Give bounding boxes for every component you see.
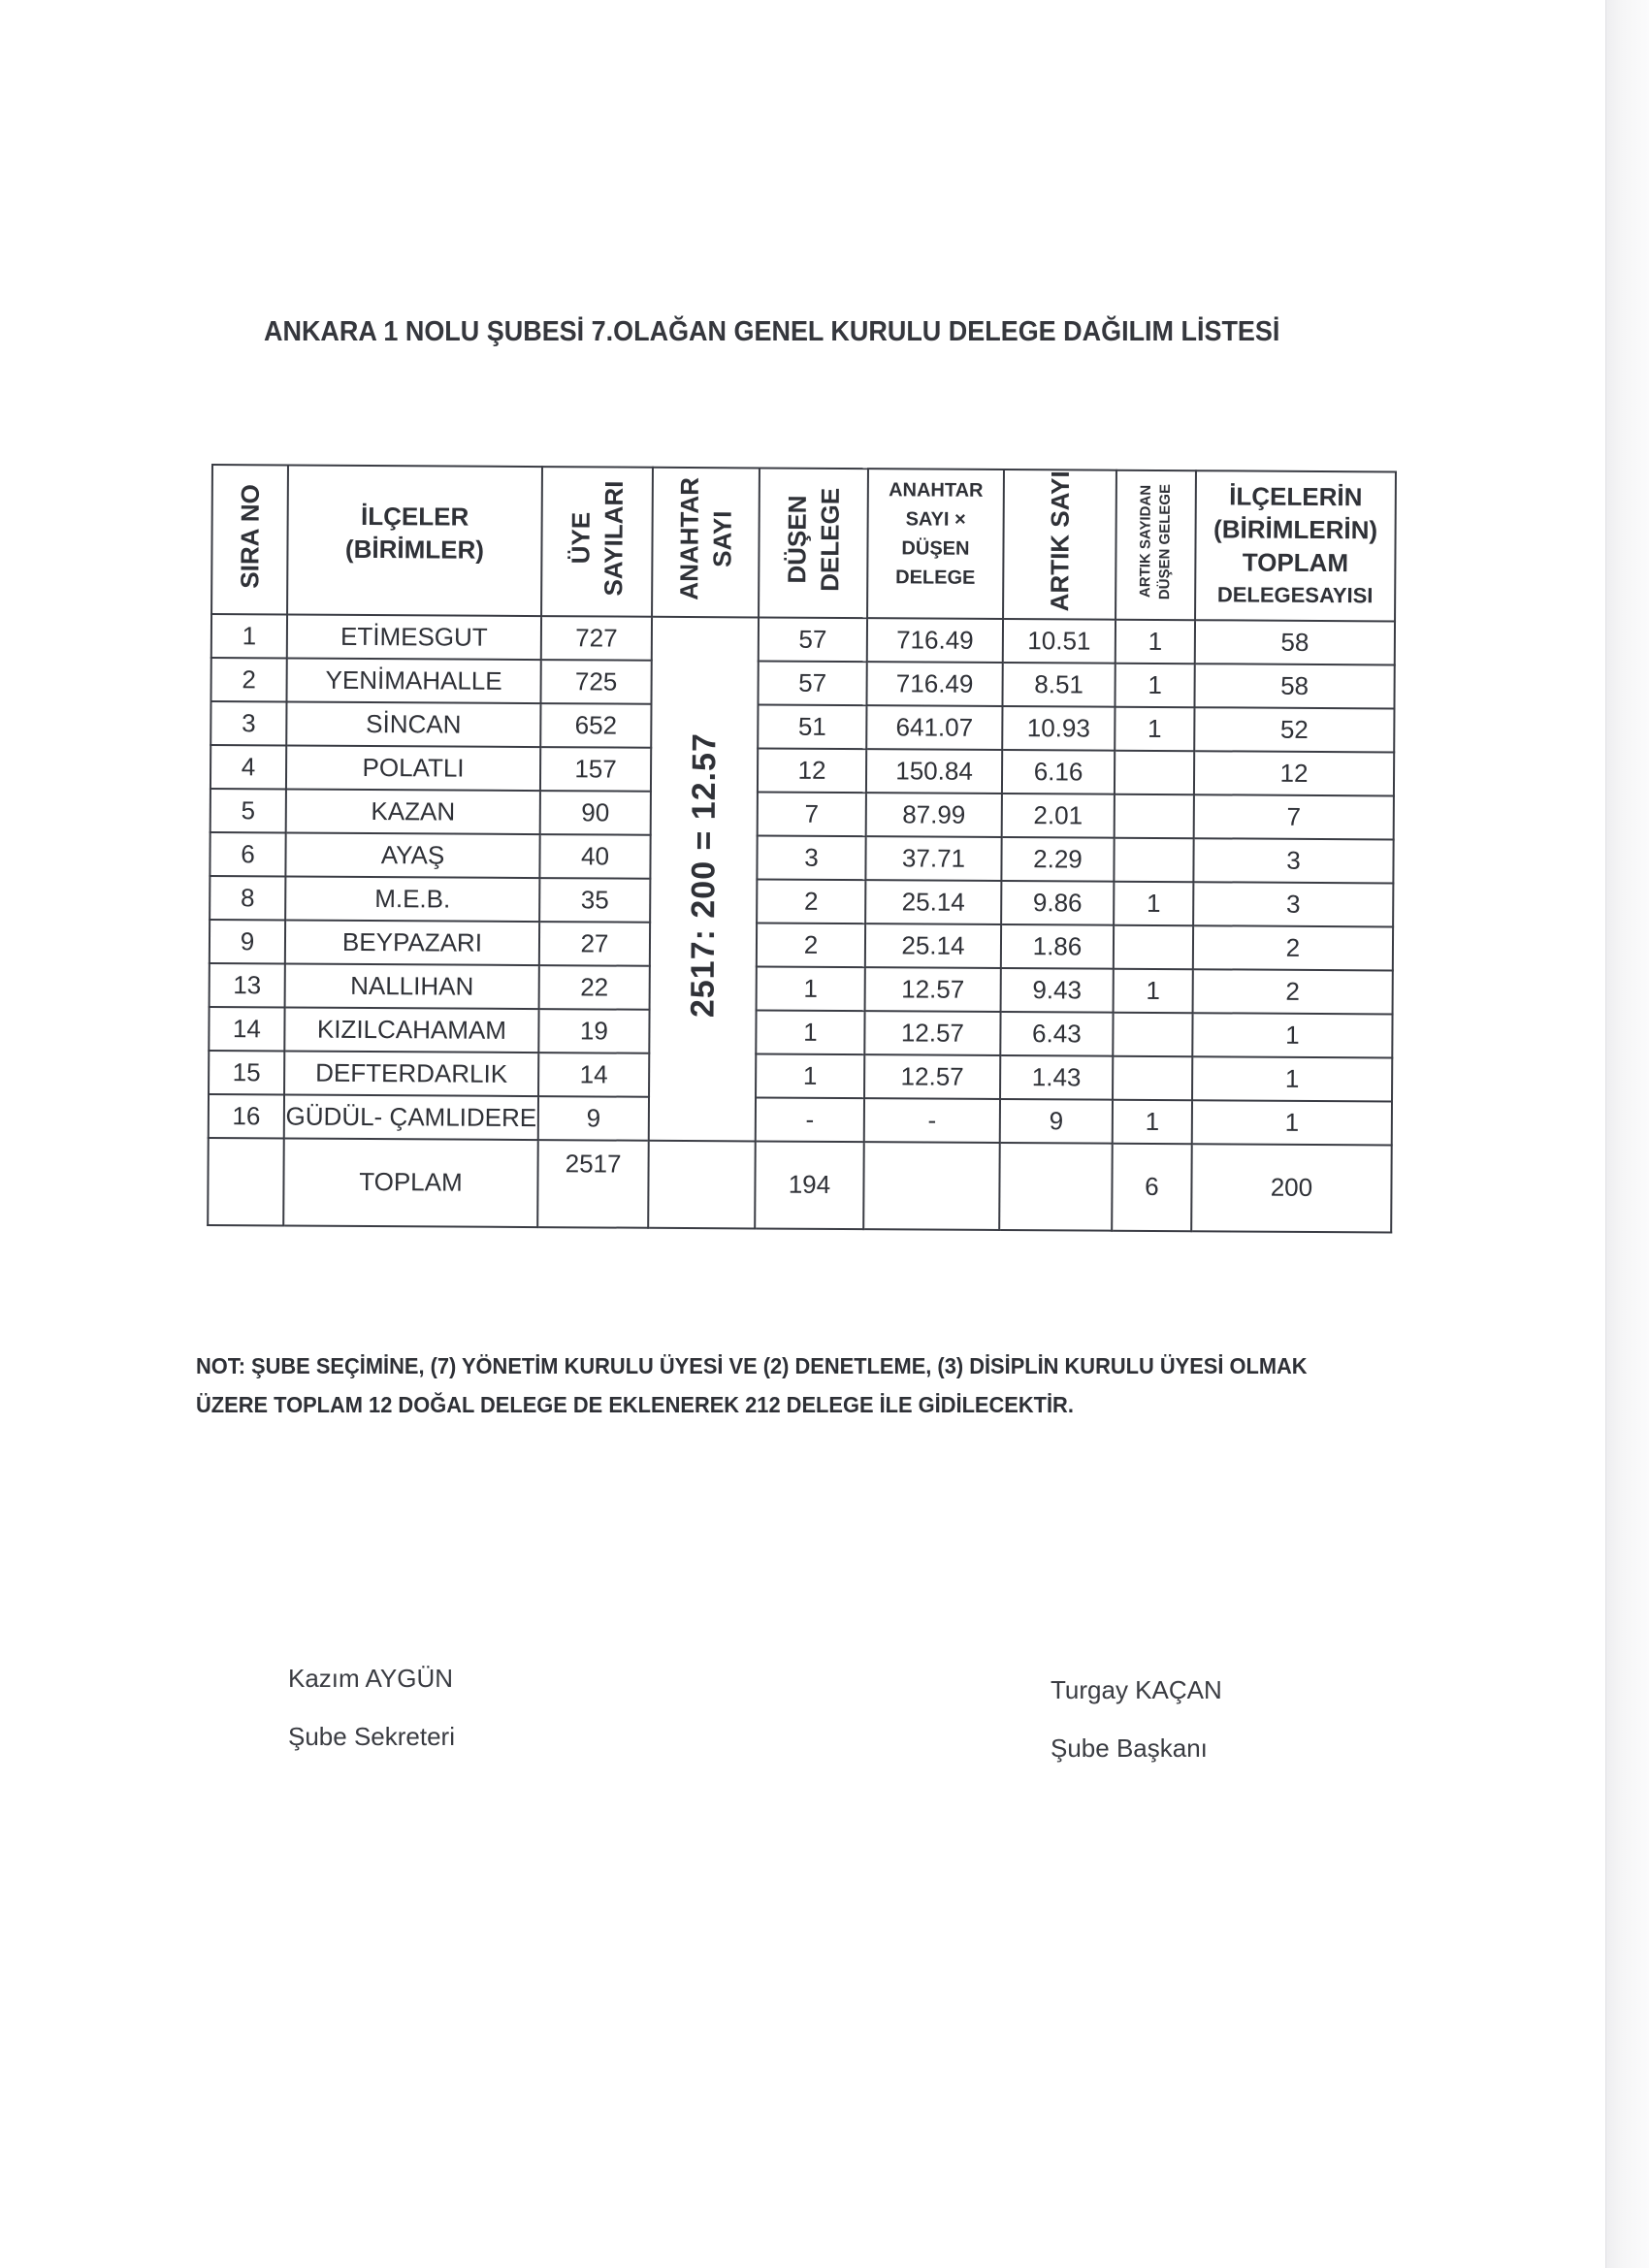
anahtar-sayi-formula: 2517: 200 = 12.57 — [684, 732, 724, 1019]
secretary-role: Şube Sekreteri — [288, 1722, 455, 1751]
row-artikdan — [1114, 925, 1193, 970]
header-dusen-delege: DÜŞEN DELEGE — [759, 468, 868, 618]
row-sira: 9 — [210, 920, 285, 963]
signature-secretary — [288, 1649, 455, 1766]
row-uye: 652 — [540, 703, 651, 748]
row-toplam: 58 — [1194, 664, 1394, 708]
table-row — [211, 658, 1395, 708]
row-artikdan: 1 — [1115, 664, 1194, 708]
table-row — [210, 963, 1393, 1014]
signature-president — [1051, 1661, 1222, 1777]
row-toplam: 2 — [1193, 969, 1393, 1014]
row-artik: 10.93 — [1002, 706, 1115, 751]
row-artikdan: 1 — [1116, 620, 1195, 664]
row-sira: 13 — [210, 963, 285, 1007]
row-artik: 9 — [1000, 1099, 1113, 1144]
row-dusen: 7 — [758, 792, 866, 836]
total-label: TOPLAM — [283, 1138, 538, 1227]
row-ilce: KAZAN — [286, 789, 540, 834]
row-toplam: 52 — [1194, 707, 1394, 752]
total-carpim — [863, 1142, 1000, 1230]
table-row — [211, 614, 1395, 664]
row-ilce: YENİMAHALLE — [287, 658, 541, 703]
row-carpim: 12.57 — [865, 967, 1001, 1012]
row-ilce: SİNCAN — [286, 701, 540, 747]
row-artikdan: 1 — [1115, 707, 1194, 752]
row-artikdan: 1 — [1114, 882, 1193, 926]
scan-page-edge — [1605, 0, 1649, 2268]
row-ilce: M.E.B. — [285, 876, 539, 922]
row-carpim: - — [864, 1098, 1000, 1143]
table-row — [210, 876, 1393, 926]
row-uye: 157 — [540, 747, 651, 792]
row-artik: 1.86 — [1001, 924, 1114, 969]
total-sira — [208, 1138, 284, 1225]
row-sira: 15 — [209, 1051, 284, 1094]
row-dusen: 1 — [757, 966, 865, 1011]
row-artikdan: 1 — [1113, 1100, 1192, 1145]
table-row — [210, 745, 1394, 795]
row-dusen: 51 — [758, 704, 866, 749]
row-carpim: 716.49 — [867, 618, 1003, 663]
row-carpim: 716.49 — [866, 662, 1002, 706]
row-uye: 35 — [539, 878, 650, 923]
row-carpim: 37.71 — [865, 836, 1001, 881]
row-artikdan — [1113, 1056, 1192, 1101]
header-toplam-delege: İLÇELERİN (BİRİMLERİN) TOPLAM DELEGESAYISI — [1195, 470, 1396, 621]
row-artikdan: 1 — [1114, 969, 1193, 1014]
anahtar-sayi-formula-cell — [649, 617, 759, 1142]
row-carpim: 25.14 — [865, 880, 1001, 924]
row-carpim: 87.99 — [866, 793, 1002, 837]
row-ilce: DEFTERDARLIK — [284, 1051, 538, 1096]
row-dusen: 57 — [759, 617, 867, 662]
table-row — [210, 701, 1394, 752]
row-carpim: 25.14 — [865, 923, 1001, 968]
row-artikdan — [1115, 794, 1194, 839]
row-artik: 2.29 — [1001, 837, 1114, 882]
row-artik: 8.51 — [1002, 663, 1115, 707]
document-title: ANKARA 1 NOLU ŞUBESİ 7.OLAĞAN GENEL KURULU DELEGE DAĞILIM LİSTESİ — [264, 316, 1280, 347]
row-toplam: 3 — [1193, 838, 1393, 883]
row-artikdan — [1113, 1013, 1192, 1057]
row-toplam: 1 — [1192, 1100, 1392, 1145]
row-artik: 2.01 — [1002, 794, 1115, 838]
row-toplam: 58 — [1195, 620, 1395, 664]
table-row — [210, 832, 1393, 883]
total-anahtar — [648, 1141, 756, 1229]
row-uye: 19 — [538, 1009, 649, 1053]
row-carpim: 641.07 — [866, 705, 1002, 750]
row-uye: 727 — [541, 616, 652, 661]
row-toplam: 3 — [1193, 882, 1393, 926]
row-sira: 4 — [210, 745, 286, 789]
row-dusen: 1 — [756, 1010, 864, 1054]
row-sira: 8 — [210, 876, 285, 920]
row-dusen: - — [756, 1097, 864, 1142]
total-artikdan: 6 — [1112, 1144, 1192, 1231]
row-artik: 6.16 — [1002, 750, 1115, 794]
row-ilce: NALLIHAN — [285, 963, 539, 1009]
row-uye: 90 — [540, 791, 651, 835]
header-uye-sayilari: ÜYE SAYILARI — [541, 467, 653, 617]
row-sira: 3 — [210, 701, 286, 745]
row-ilce: BEYPAZARI — [285, 920, 539, 965]
row-uye: 40 — [539, 834, 650, 879]
note-text — [196, 1346, 1394, 1424]
row-sira: 16 — [209, 1094, 284, 1138]
row-carpim: 12.57 — [864, 1011, 1000, 1055]
row-toplam: 12 — [1194, 751, 1394, 795]
delegate-distribution-table — [207, 464, 1397, 1233]
table-row — [209, 1007, 1392, 1057]
table-row — [210, 920, 1393, 970]
row-dusen: 2 — [757, 923, 865, 967]
header-artikdan-dusen: ARTIK SAYIDAN DÜŞEN GELEGE — [1116, 470, 1196, 620]
row-dusen: 12 — [758, 748, 866, 793]
row-artik: 1.43 — [1000, 1055, 1113, 1100]
president-role: Şube Başkanı — [1051, 1733, 1208, 1763]
row-uye: 22 — [539, 965, 650, 1010]
row-ilce: AYAŞ — [285, 832, 539, 878]
row-ilce: GÜDÜL- ÇAMLIDERE — [284, 1094, 538, 1140]
row-dusen: 3 — [757, 835, 865, 880]
total-uye: 2517 — [537, 1140, 649, 1228]
header-row — [211, 465, 1396, 621]
row-toplam: 7 — [1194, 794, 1394, 839]
row-sira: 2 — [211, 658, 287, 701]
total-artik — [999, 1143, 1113, 1231]
row-ilce: ETİMESGUT — [287, 614, 541, 660]
row-artik: 10.51 — [1003, 619, 1116, 664]
header-anahtar-sayi: ANAHTAR SAYI — [652, 468, 760, 618]
header-artik-sayi: ARTIK SAYI — [1003, 470, 1116, 620]
row-ilce: POLATLI — [286, 745, 540, 791]
note-line-1: NOT: ŞUBE SEÇİMİNE, (7) YÖNETİM KURULU ÜYESİ VE (2) DENETLEME, (3) DİSİPLİN KURULU ÜYESİ OLMAK — [196, 1353, 1308, 1378]
row-uye: 725 — [540, 660, 651, 704]
table-row — [209, 1051, 1392, 1101]
total-row — [208, 1138, 1392, 1232]
row-artikdan — [1114, 838, 1193, 883]
row-toplam: 1 — [1192, 1013, 1392, 1057]
president-name: Turgay KAÇAN — [1051, 1675, 1222, 1704]
row-uye: 9 — [538, 1096, 649, 1141]
header-ilceler: İLÇELER (BİRİMLER) — [287, 465, 542, 616]
row-toplam: 1 — [1192, 1056, 1392, 1101]
row-sira: 14 — [209, 1007, 284, 1051]
row-artik: 9.86 — [1001, 881, 1114, 925]
row-ilce: KIZILCAHAMAM — [284, 1007, 538, 1053]
table-row — [210, 789, 1394, 839]
header-anahtar-x-dusen: ANAHTAR SAYI × DÜŞEN DELEGE — [867, 469, 1004, 619]
row-dusen: 57 — [758, 661, 866, 705]
row-artik: 9.43 — [1001, 968, 1114, 1013]
row-carpim: 12.57 — [864, 1054, 1000, 1099]
row-dusen: 2 — [757, 879, 865, 923]
row-sira: 5 — [210, 789, 286, 832]
row-toplam: 2 — [1193, 925, 1393, 970]
note-line-2: ÜZERE TOPLAM 12 DOĞAL DELEGE DE EKLENEREK 212 DELEGE İLE GİDİLECEKTİR. — [196, 1392, 1074, 1417]
row-artik: 6.43 — [1000, 1012, 1113, 1056]
row-uye: 27 — [539, 922, 650, 966]
header-sira-no: SIRA NO — [211, 465, 288, 614]
row-dusen: 1 — [756, 1053, 864, 1098]
row-artikdan — [1115, 751, 1194, 795]
row-sira: 6 — [210, 832, 285, 876]
table-row — [209, 1094, 1392, 1145]
total-toplam: 200 — [1191, 1144, 1392, 1232]
secretary-name: Kazım AYGÜN — [288, 1664, 454, 1693]
row-uye: 14 — [538, 1053, 649, 1097]
row-sira: 1 — [211, 614, 287, 658]
row-carpim: 150.84 — [866, 749, 1002, 794]
total-dusen: 194 — [755, 1141, 864, 1229]
